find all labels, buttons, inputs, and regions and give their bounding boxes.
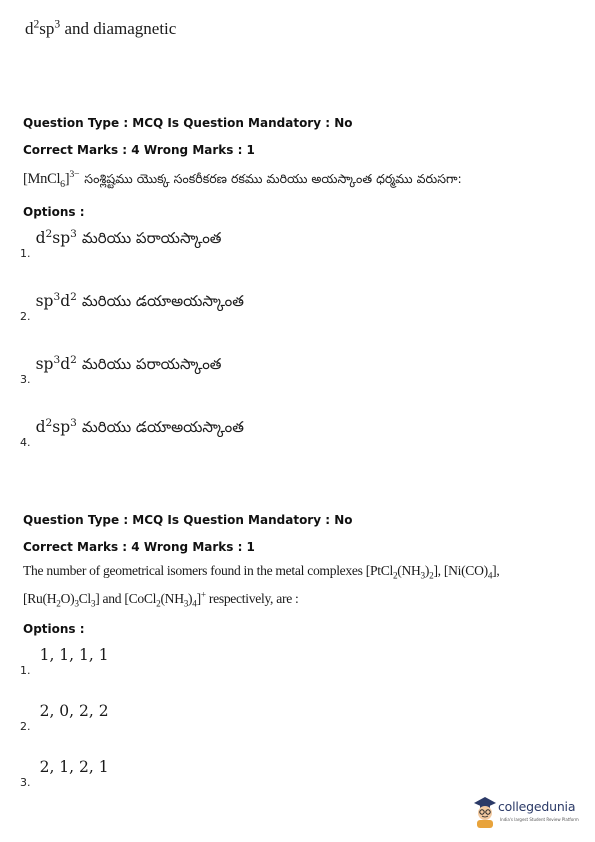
q1-options-label: Options : <box>23 205 85 219</box>
q1-question <box>23 168 462 190</box>
option-text: మరియు డయాఅయస్కాంత <box>81 292 244 310</box>
option-text: 2, 0, 2, 2 <box>39 702 109 720</box>
q2-marks: Correct Marks : 4 Wrong Marks : 1 <box>23 540 255 554</box>
option-hybrid: $sp^3d^2$ <box>35 353 77 373</box>
q1-option-3[interactable] <box>20 353 222 386</box>
logo-tagline: India's largest Student Review Platform <box>500 817 579 822</box>
option-text: మరియు పరాయస్కాంత <box>81 355 222 373</box>
q2-option-2[interactable] <box>20 701 109 733</box>
q2-question-line2: $[Ru(H_2O)_3Cl_3]$ and $[CoCl_2(NH_3)_4]^+$ respectively, are : <box>23 589 299 609</box>
option-number: 1. <box>20 247 31 260</box>
option-text: 1, 1, 1, 1 <box>39 646 109 664</box>
option-text: మరియు డయాఅయస్కాంత <box>81 418 244 436</box>
option-number: 2. <box>20 310 31 323</box>
q2-meta: Question Type : MCQ Is Question Mandatory : No <box>23 513 353 527</box>
option-number: 4. <box>20 436 31 449</box>
q2-option-1[interactable] <box>20 645 109 677</box>
previous-answer <box>25 19 176 39</box>
q1-option-4[interactable] <box>20 416 244 449</box>
q1-meta: Question Type : MCQ Is Question Mandatory : No <box>23 116 353 130</box>
option-hybrid: $d^2sp^3$ <box>35 416 77 436</box>
q2-option-3[interactable] <box>20 757 109 789</box>
q1-question-text: సంశ్లిష్టము యొక్క సంకరీకరణ రకము మరియు అయస్కాంత ధర్మము వరుసగా: <box>84 171 462 186</box>
option-number: 1. <box>20 664 31 677</box>
q1-formula: [MnCl$_6$]$^{3-}$ <box>23 169 80 190</box>
option-hybrid: $d^2sp^3$ <box>35 227 77 247</box>
option-number: 3. <box>20 373 31 386</box>
previous-answer-hybrid: $d^2sp^3$ <box>25 17 61 38</box>
option-text: 2, 1, 2, 1 <box>39 758 109 776</box>
collegedunia-logo <box>471 795 586 831</box>
option-hybrid: $sp^3d^2$ <box>35 290 77 310</box>
previous-answer-text: and diamagnetic <box>64 19 177 38</box>
option-number: 3. <box>20 776 31 789</box>
option-number: 2. <box>20 720 31 733</box>
q2-options-label: Options : <box>23 622 85 636</box>
q1-option-1[interactable] <box>20 227 222 260</box>
q1-marks: Correct Marks : 4 Wrong Marks : 1 <box>23 143 255 157</box>
q1-option-2[interactable] <box>20 290 244 323</box>
option-text: మరియు పరాయస్కాంత <box>81 229 222 247</box>
logo-name: collegedunia <box>498 799 576 814</box>
mascot-icon <box>471 795 499 829</box>
q2-question-line1: The number of geometrical isomers found in the metal complexes $[PtCl_2(NH_3)_2]$, $[Ni(CO)_4]$, <box>23 563 500 581</box>
